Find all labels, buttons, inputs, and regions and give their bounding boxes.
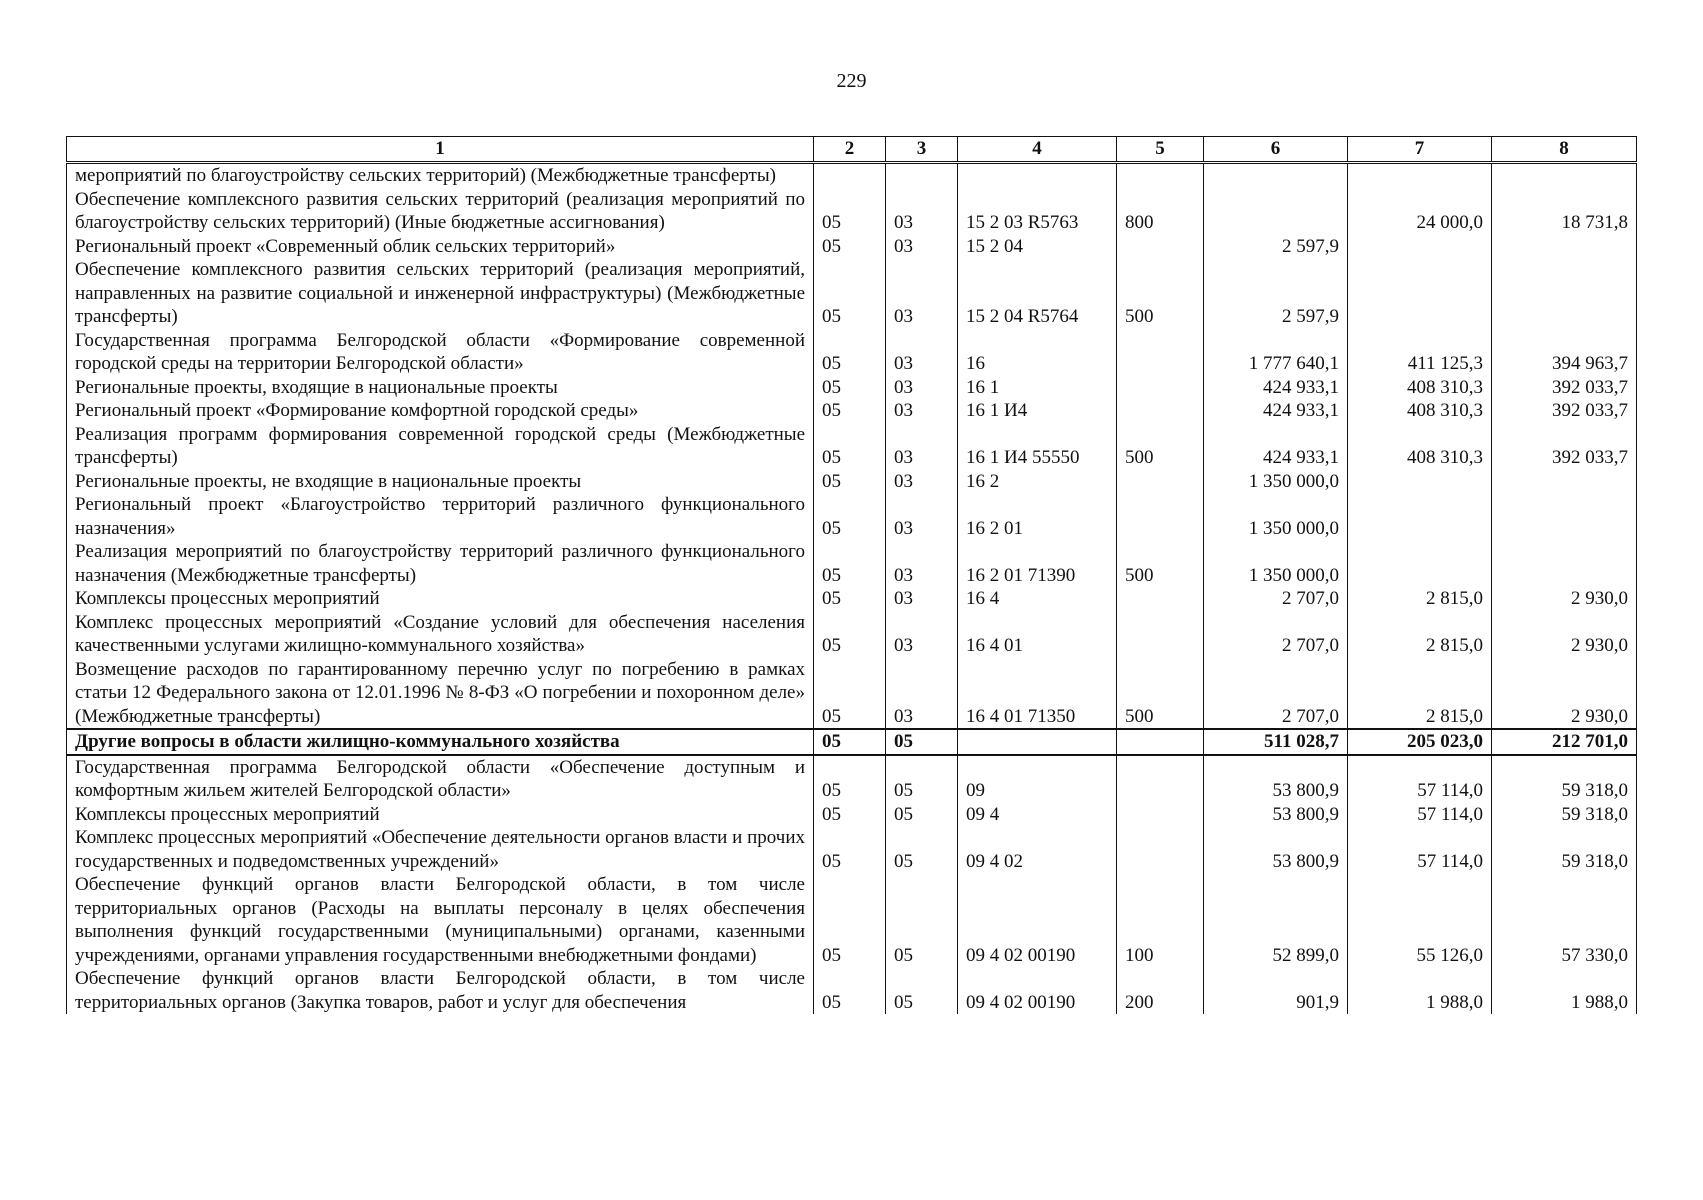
row-subsection-code: 03 xyxy=(886,376,958,400)
row-amount-col6: 2 597,9 xyxy=(1204,235,1348,259)
row-expense-type xyxy=(1117,376,1204,400)
row-expense-type xyxy=(1117,729,1204,755)
row-subsection-code: 03 xyxy=(886,658,958,730)
row-subsection-code: 03 xyxy=(886,587,958,611)
row-amount-col6: 53 800,9 xyxy=(1204,755,1348,803)
column-header-6: 6 xyxy=(1204,137,1348,163)
row-description: Обеспечение функций органов власти Белгородской области, в том числе территориальных органов (Расходы на выплаты персоналу в целях обеспечения выполнения функций государственными (муниципальными) органами, казенными учреждениями, органами управления государственными внебюджетными фондами) xyxy=(67,873,814,967)
row-amount-col8: 212 701,0 xyxy=(1492,729,1637,755)
column-header-8: 8 xyxy=(1492,137,1637,163)
table-row xyxy=(67,755,1637,803)
row-subsection-code xyxy=(886,163,958,188)
row-target-article: 09 4 02 00190 xyxy=(958,967,1117,1014)
row-section-code: 05 xyxy=(814,235,886,259)
row-amount-col6: 2 707,0 xyxy=(1204,587,1348,611)
row-target-article: 16 1 И4 55550 xyxy=(958,423,1117,470)
table-row xyxy=(67,493,1637,540)
row-expense-type xyxy=(1117,803,1204,827)
row-amount-col8: 59 318,0 xyxy=(1492,755,1637,803)
row-amount-col8 xyxy=(1492,258,1637,329)
row-expense-type xyxy=(1117,493,1204,540)
row-section-code: 05 xyxy=(814,258,886,329)
row-target-article: 16 1 И4 xyxy=(958,399,1117,423)
table-row xyxy=(67,235,1637,259)
row-description: Комплекс процессных мероприятий «Создание условий для обеспечения населения качественными услугами жилищно-коммунального хозяйства» xyxy=(67,611,814,658)
column-header-7: 7 xyxy=(1348,137,1492,163)
row-amount-col7 xyxy=(1348,540,1492,587)
table-row xyxy=(67,470,1637,494)
row-section-code: 05 xyxy=(814,826,886,873)
row-amount-col8: 59 318,0 xyxy=(1492,826,1637,873)
row-section-code: 05 xyxy=(814,803,886,827)
column-header-4: 4 xyxy=(958,137,1117,163)
row-amount-col6: 1 777 640,1 xyxy=(1204,329,1348,376)
row-section-code: 05 xyxy=(814,658,886,730)
row-target-article: 15 2 03 R5763 xyxy=(958,188,1117,235)
row-description: Обеспечение комплексного развития сельских территорий (реализация мероприятий по благоустройству сельских территорий) (Иные бюджетные ассигнования) xyxy=(67,188,814,235)
row-amount-col7 xyxy=(1348,235,1492,259)
row-amount-col6: 1 350 000,0 xyxy=(1204,540,1348,587)
row-amount-col8: 2 930,0 xyxy=(1492,587,1637,611)
row-amount-col6: 1 350 000,0 xyxy=(1204,470,1348,494)
row-subsection-code: 03 xyxy=(886,329,958,376)
row-section-code: 05 xyxy=(814,188,886,235)
row-target-article: 15 2 04 R5764 xyxy=(958,258,1117,329)
row-target-article: 16 xyxy=(958,329,1117,376)
row-amount-col7 xyxy=(1348,163,1492,188)
row-subsection-code: 03 xyxy=(886,540,958,587)
row-amount-col6: 2 707,0 xyxy=(1204,611,1348,658)
row-amount-col6: 52 899,0 xyxy=(1204,873,1348,967)
table-row xyxy=(67,399,1637,423)
row-amount-col8 xyxy=(1492,163,1637,188)
row-amount-col8: 57 330,0 xyxy=(1492,873,1637,967)
row-section-code: 05 xyxy=(814,540,886,587)
row-section-code xyxy=(814,163,886,188)
row-expense-type: 200 xyxy=(1117,967,1204,1014)
column-header-5: 5 xyxy=(1117,137,1204,163)
row-subsection-code: 05 xyxy=(886,826,958,873)
row-amount-col8 xyxy=(1492,235,1637,259)
row-amount-col7: 57 114,0 xyxy=(1348,803,1492,827)
row-target-article: 16 4 xyxy=(958,587,1117,611)
row-amount-col8: 394 963,7 xyxy=(1492,329,1637,376)
row-description: Возмещение расходов по гарантированному перечню услуг по погребению в рамках статьи 12 Федерального закона от 12.01.1996 № 8-ФЗ «О погребении и похоронном деле» (Межбюджетные трансферты) xyxy=(67,658,814,730)
row-expense-type: 500 xyxy=(1117,423,1204,470)
row-description: Комплексы процессных мероприятий xyxy=(67,803,814,827)
row-target-article: 16 1 xyxy=(958,376,1117,400)
row-section-code: 05 xyxy=(814,493,886,540)
row-target-article: 09 4 xyxy=(958,803,1117,827)
row-amount-col6: 1 350 000,0 xyxy=(1204,493,1348,540)
row-expense-type xyxy=(1117,470,1204,494)
row-section-code: 05 xyxy=(814,470,886,494)
row-amount-col6: 2 707,0 xyxy=(1204,658,1348,730)
row-amount-col7 xyxy=(1348,258,1492,329)
row-amount-col8: 2 930,0 xyxy=(1492,658,1637,730)
row-expense-type xyxy=(1117,587,1204,611)
column-header-3: 3 xyxy=(886,137,958,163)
row-expense-type xyxy=(1117,329,1204,376)
row-amount-col7: 24 000,0 xyxy=(1348,188,1492,235)
row-description: мероприятий по благоустройству сельских территорий) (Межбюджетные трансферты) xyxy=(67,163,814,188)
row-target-article xyxy=(958,729,1117,755)
row-section-code: 05 xyxy=(814,611,886,658)
row-amount-col8: 59 318,0 xyxy=(1492,803,1637,827)
row-target-article: 16 4 01 71350 xyxy=(958,658,1117,730)
table-header xyxy=(67,137,1637,163)
table-row xyxy=(67,967,1637,1014)
row-section-code: 05 xyxy=(814,755,886,803)
row-subsection-code: 05 xyxy=(886,803,958,827)
row-description: Региональные проекты, входящие в национальные проекты xyxy=(67,376,814,400)
table-body xyxy=(67,163,1637,1015)
row-target-article: 16 2 xyxy=(958,470,1117,494)
row-amount-col7 xyxy=(1348,493,1492,540)
row-expense-type xyxy=(1117,235,1204,259)
row-target-article: 09 4 02 00190 xyxy=(958,873,1117,967)
row-amount-col7: 1 988,0 xyxy=(1348,967,1492,1014)
row-expense-type xyxy=(1117,755,1204,803)
row-description: Другие вопросы в области жилищно-коммунального хозяйства xyxy=(67,729,814,755)
row-subsection-code: 03 xyxy=(886,235,958,259)
table-row xyxy=(67,658,1637,730)
table-row xyxy=(67,423,1637,470)
column-header-2: 2 xyxy=(814,137,886,163)
row-section-code: 05 xyxy=(814,329,886,376)
row-subsection-code: 05 xyxy=(886,967,958,1014)
row-amount-col6: 424 933,1 xyxy=(1204,399,1348,423)
row-subsection-code: 05 xyxy=(886,729,958,755)
row-amount-col7: 55 126,0 xyxy=(1348,873,1492,967)
row-section-code: 05 xyxy=(814,587,886,611)
row-amount-col7: 2 815,0 xyxy=(1348,587,1492,611)
row-description: Региональные проекты, не входящие в национальные проекты xyxy=(67,470,814,494)
row-subsection-code: 05 xyxy=(886,755,958,803)
row-amount-col7: 2 815,0 xyxy=(1348,611,1492,658)
row-amount-col8: 2 930,0 xyxy=(1492,611,1637,658)
row-section-code: 05 xyxy=(814,399,886,423)
row-amount-col8: 392 033,7 xyxy=(1492,399,1637,423)
table-row xyxy=(67,163,1637,188)
row-amount-col7: 411 125,3 xyxy=(1348,329,1492,376)
row-expense-type xyxy=(1117,826,1204,873)
table-row xyxy=(67,803,1637,827)
row-target-article: 09 4 02 xyxy=(958,826,1117,873)
table-row xyxy=(67,611,1637,658)
row-amount-col7 xyxy=(1348,470,1492,494)
row-description: Реализация мероприятий по благоустройству территорий различного функционального назначения (Межбюджетные трансферты) xyxy=(67,540,814,587)
row-amount-col7: 2 815,0 xyxy=(1348,658,1492,730)
row-amount-col8 xyxy=(1492,493,1637,540)
row-amount-col6: 424 933,1 xyxy=(1204,423,1348,470)
row-amount-col7: 408 310,3 xyxy=(1348,376,1492,400)
row-section-code: 05 xyxy=(814,873,886,967)
row-expense-type: 100 xyxy=(1117,873,1204,967)
row-description: Обеспечение функций органов власти Белгородской области, в том числе территориальных органов (Закупка товаров, работ и услуг для обеспечения xyxy=(67,967,814,1014)
table-row xyxy=(67,873,1637,967)
row-amount-col8: 392 033,7 xyxy=(1492,376,1637,400)
row-amount-col6 xyxy=(1204,163,1348,188)
row-amount-col7: 408 310,3 xyxy=(1348,399,1492,423)
row-target-article: 16 4 01 xyxy=(958,611,1117,658)
row-subsection-code: 03 xyxy=(886,188,958,235)
row-description: Государственная программа Белгородской области «Формирование современной городской среды на территории Белгородской области» xyxy=(67,329,814,376)
section-total-row xyxy=(67,729,1637,755)
row-target-article: 15 2 04 xyxy=(958,235,1117,259)
row-amount-col8: 392 033,7 xyxy=(1492,423,1637,470)
row-subsection-code: 03 xyxy=(886,423,958,470)
row-description: Государственная программа Белгородской области «Обеспечение доступным и комфортным жильем жителей Белгородской области» xyxy=(67,755,814,803)
table-row xyxy=(67,188,1637,235)
row-amount-col8: 18 731,8 xyxy=(1492,188,1637,235)
row-amount-col8: 1 988,0 xyxy=(1492,967,1637,1014)
row-section-code: 05 xyxy=(814,967,886,1014)
row-amount-col6 xyxy=(1204,188,1348,235)
row-amount-col6: 424 933,1 xyxy=(1204,376,1348,400)
row-expense-type: 800 xyxy=(1117,188,1204,235)
row-expense-type xyxy=(1117,399,1204,423)
row-subsection-code: 03 xyxy=(886,611,958,658)
row-amount-col7: 57 114,0 xyxy=(1348,826,1492,873)
row-amount-col6: 511 028,7 xyxy=(1204,729,1348,755)
row-amount-col8 xyxy=(1492,470,1637,494)
row-description: Комплекс процессных мероприятий «Обеспечение деятельности органов власти и прочих государственных и подведомственных учреждений» xyxy=(67,826,814,873)
column-header-1: 1 xyxy=(67,137,814,163)
row-amount-col6: 901,9 xyxy=(1204,967,1348,1014)
row-expense-type: 500 xyxy=(1117,658,1204,730)
row-expense-type: 500 xyxy=(1117,540,1204,587)
row-subsection-code: 03 xyxy=(886,258,958,329)
table-row xyxy=(67,258,1637,329)
row-subsection-code: 03 xyxy=(886,399,958,423)
row-subsection-code: 05 xyxy=(886,873,958,967)
table-row xyxy=(67,376,1637,400)
row-section-code: 05 xyxy=(814,729,886,755)
row-expense-type xyxy=(1117,611,1204,658)
row-target-article: 16 2 01 71390 xyxy=(958,540,1117,587)
row-target-article: 09 xyxy=(958,755,1117,803)
budget-table xyxy=(66,136,1637,1014)
row-amount-col7: 408 310,3 xyxy=(1348,423,1492,470)
row-description: Обеспечение комплексного развития сельских территорий (реализация мероприятий, направленных на развитие социальной и инженерной инфраструктуры) (Межбюджетные трансферты) xyxy=(67,258,814,329)
row-description: Комплексы процессных мероприятий xyxy=(67,587,814,611)
row-subsection-code: 03 xyxy=(886,493,958,540)
row-amount-col6: 53 800,9 xyxy=(1204,803,1348,827)
table-row xyxy=(67,826,1637,873)
row-target-article: 16 2 01 xyxy=(958,493,1117,540)
row-section-code: 05 xyxy=(814,376,886,400)
row-amount-col7: 205 023,0 xyxy=(1348,729,1492,755)
row-subsection-code: 03 xyxy=(886,470,958,494)
row-amount-col7: 57 114,0 xyxy=(1348,755,1492,803)
header-row xyxy=(67,137,1637,163)
page-number: 229 xyxy=(836,70,867,92)
row-description: Региональный проект «Формирование комфортной городской среды» xyxy=(67,399,814,423)
table-row xyxy=(67,540,1637,587)
row-section-code: 05 xyxy=(814,423,886,470)
row-description: Региональный проект «Благоустройство территорий различного функционального назначения» xyxy=(67,493,814,540)
row-description: Региональный проект «Современный облик сельских территорий» xyxy=(67,235,814,259)
row-expense-type: 500 xyxy=(1117,258,1204,329)
table-row xyxy=(67,587,1637,611)
row-target-article xyxy=(958,163,1117,188)
row-description: Реализация программ формирования современной городской среды (Межбюджетные трансферты) xyxy=(67,423,814,470)
row-expense-type xyxy=(1117,163,1204,188)
row-amount-col8 xyxy=(1492,540,1637,587)
row-amount-col6: 2 597,9 xyxy=(1204,258,1348,329)
table-row xyxy=(67,329,1637,376)
row-amount-col6: 53 800,9 xyxy=(1204,826,1348,873)
